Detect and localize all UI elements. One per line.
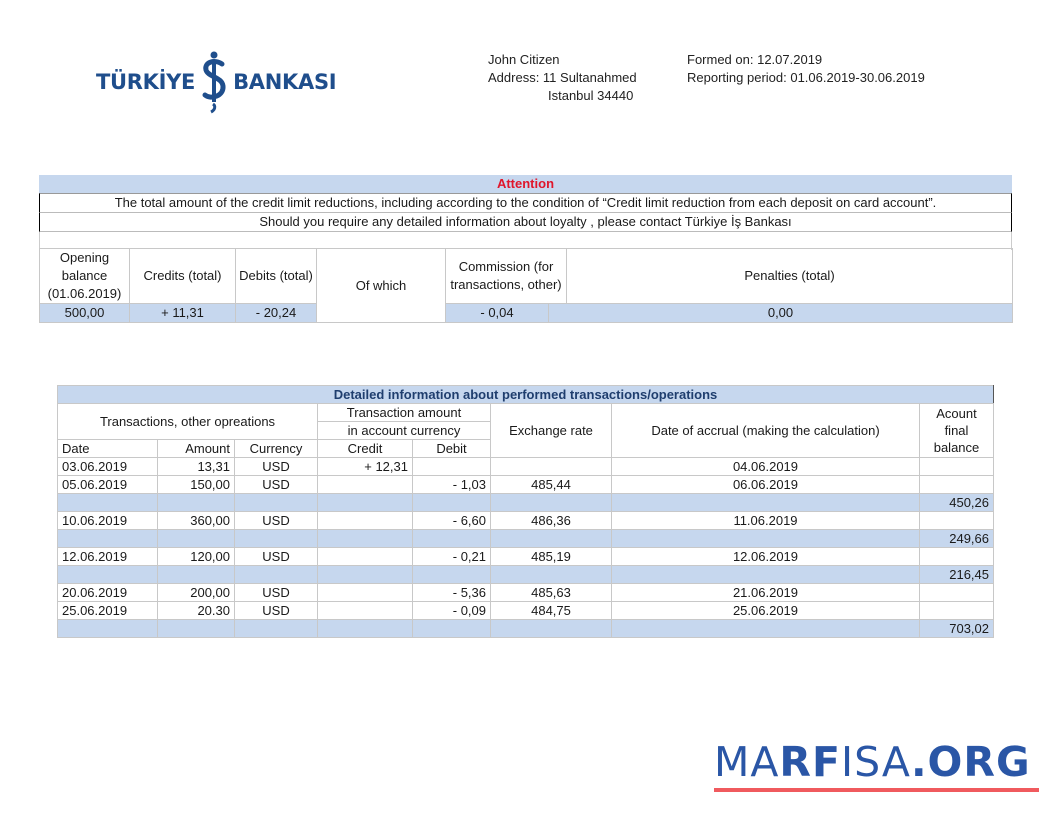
header-final-balance: [920, 404, 994, 458]
cell-balance: 703,02: [920, 620, 994, 638]
table-row: [58, 512, 994, 530]
cell-balance: [920, 476, 994, 494]
transactions-header-row-1: [58, 404, 994, 422]
value-opening-balance: 500,00: [40, 304, 130, 323]
cell-credit: + 12,31: [318, 458, 413, 476]
header-debits: Debits (total): [236, 249, 317, 304]
header-credit: Credit: [318, 440, 413, 458]
customer-info: [488, 51, 637, 105]
cell-debit: - 5,36: [413, 584, 491, 602]
value-credits: + 11,31: [130, 304, 236, 323]
cell-balance: [920, 458, 994, 476]
summary-table: [39, 248, 1013, 323]
cell-currency: USD: [235, 476, 318, 494]
subtotal-row: [58, 620, 994, 638]
watermark-logo: [714, 738, 1039, 792]
cell-credit: [318, 512, 413, 530]
header-credits: Credits (total): [130, 249, 236, 304]
customer-address-line1: Address: 11 Sultanahmed: [488, 70, 637, 85]
summary-values-row: [40, 304, 1013, 323]
value-debits: - 20,24: [236, 304, 317, 323]
header-amount: Amount: [158, 440, 235, 458]
cell-accrual: 11.06.2019: [612, 512, 920, 530]
cell-amount: 20.30: [158, 602, 235, 620]
cell-balance: 249,66: [920, 530, 994, 548]
value-penalties: 0,00: [549, 304, 1013, 323]
header-final-balance-l1: Acount: [936, 406, 977, 421]
cell-credit: [318, 476, 413, 494]
customer-name: John Citizen: [488, 52, 560, 67]
bank-logo: [96, 50, 336, 114]
value-commission: - 0,04: [446, 304, 549, 323]
cell-debit: [413, 458, 491, 476]
cell-credit: [318, 584, 413, 602]
header-commission: Commission (for transactions, other): [446, 249, 567, 304]
cell-date: 03.06.2019: [58, 458, 158, 476]
header-currency: Currency: [235, 440, 318, 458]
cell-amount: 200,00: [158, 584, 235, 602]
reporting-period: Reporting period: 01.06.2019-30.06.2019: [687, 70, 925, 85]
cell-balance: 216,45: [920, 566, 994, 584]
cell-rate: [491, 458, 612, 476]
cell-credit: [318, 602, 413, 620]
table-row: [58, 548, 994, 566]
customer-address-line2: Istanbul 34440: [548, 88, 634, 103]
transactions-table: [57, 385, 994, 638]
cell-debit: - 1,03: [413, 476, 491, 494]
cell-currency: USD: [235, 584, 318, 602]
cell-date: 20.06.2019: [58, 584, 158, 602]
watermark-part-3: ISA: [841, 738, 911, 786]
header-amount-group-l1: Transaction amount: [318, 404, 491, 422]
table-row: [58, 602, 994, 620]
header-accrual-date: Date of accrual (making the calculation): [612, 404, 920, 458]
cell-debit: - 6,60: [413, 512, 491, 530]
header-final-balance-l2: final: [944, 423, 969, 438]
watermark-part-4: .ORG: [910, 738, 1031, 786]
header-date: Date: [58, 440, 158, 458]
cell-debit: - 0,09: [413, 602, 491, 620]
watermark-underline: [714, 788, 1039, 792]
cell-amount: 150,00: [158, 476, 235, 494]
cell-rate: 485,44: [491, 476, 612, 494]
cell-accrual: 12.06.2019: [612, 548, 920, 566]
cell-accrual: 06.06.2019: [612, 476, 920, 494]
cell-balance: 450,26: [920, 494, 994, 512]
bank-name-left: TÜRKİYE: [96, 70, 196, 94]
cell-currency: USD: [235, 512, 318, 530]
cell-rate: 485,19: [491, 548, 612, 566]
cell-debit: - 0,21: [413, 548, 491, 566]
cell-rate: 484,75: [491, 602, 612, 620]
cell-rate: 486,36: [491, 512, 612, 530]
cell-balance: [920, 512, 994, 530]
cell-rate: 485,63: [491, 584, 612, 602]
attention-line-2: Should you require any detailed information about loyalty , please contact Türkiye İş Bankası: [39, 213, 1012, 232]
header-of-which: Of which: [317, 249, 446, 323]
cell-balance: [920, 602, 994, 620]
cell-amount: 13,31: [158, 458, 235, 476]
bank-name-right: BANKASI: [233, 70, 337, 94]
header-opening-balance: Opening balance (01.06.2019): [40, 249, 130, 304]
cell-date: 10.06.2019: [58, 512, 158, 530]
watermark-part-2: RF: [779, 738, 841, 786]
transactions-title: Detailed information about performed transactions/operations: [58, 386, 994, 404]
table-row: [58, 476, 994, 494]
bank-logo-mark-icon: [197, 50, 231, 114]
cell-credit: [318, 548, 413, 566]
formed-on: Formed on: 12.07.2019: [687, 52, 823, 67]
watermark-text: [714, 738, 1039, 786]
cell-date: 12.06.2019: [58, 548, 158, 566]
transactions-title-row: [58, 386, 994, 404]
attention-line-1: The total amount of the credit limit reductions, including according to the condition of “Credit limit reduction from each deposit on card account”.: [39, 193, 1012, 213]
cell-date: 05.06.2019: [58, 476, 158, 494]
header-penalties: Penalties (total): [567, 249, 1013, 304]
watermark-part-1: MA: [714, 738, 780, 786]
subtotal-row: [58, 566, 994, 584]
cell-currency: USD: [235, 548, 318, 566]
cell-currency: USD: [235, 602, 318, 620]
table-row: [58, 584, 994, 602]
cell-balance: [920, 584, 994, 602]
cell-accrual: 04.06.2019: [612, 458, 920, 476]
cell-accrual: 25.06.2019: [612, 602, 920, 620]
header-debit: Debit: [413, 440, 491, 458]
header-exchange-rate: Exchange rate: [491, 404, 612, 458]
table-row: [58, 458, 994, 476]
subtotal-row: [58, 530, 994, 548]
cell-date: 25.06.2019: [58, 602, 158, 620]
statement-meta: [687, 51, 925, 87]
header-final-balance-l3: balance: [933, 440, 980, 455]
header-amount-group-l2: in account currency: [318, 422, 491, 440]
header-transactions-group: Transactions, other opreations: [58, 404, 318, 440]
subtotal-row: [58, 494, 994, 512]
summary-header-row: [40, 249, 1013, 304]
cell-currency: USD: [235, 458, 318, 476]
attention-block: [39, 175, 1012, 250]
cell-amount: 360,00: [158, 512, 235, 530]
attention-title: Attention: [39, 175, 1012, 193]
cell-amount: 120,00: [158, 548, 235, 566]
cell-balance: [920, 548, 994, 566]
cell-accrual: 21.06.2019: [612, 584, 920, 602]
